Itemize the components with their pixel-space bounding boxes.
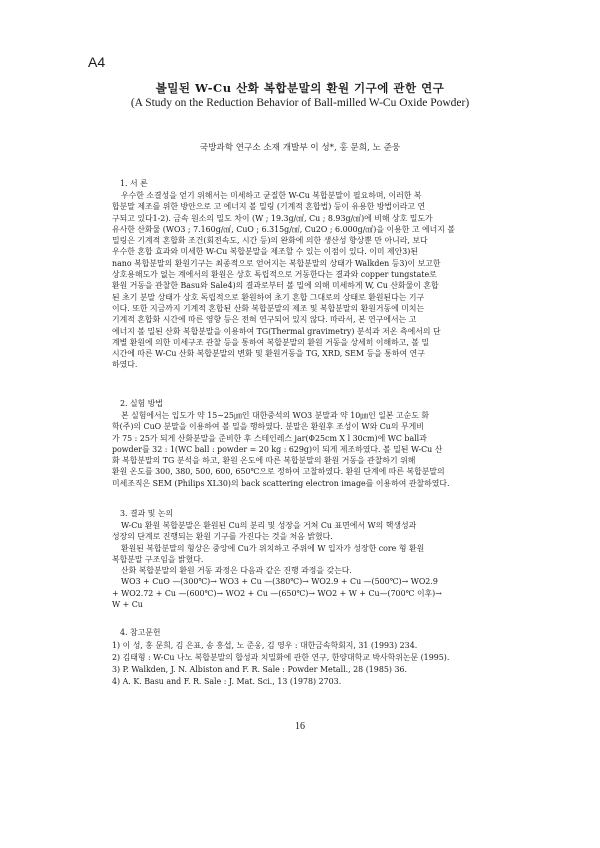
reference-item: 3) P. Walkden, J. N. Albiston and F. R. Sale : Powder Metall., 28 (1985) 36. bbox=[112, 665, 407, 674]
methods-body bbox=[112, 410, 512, 489]
text-line: W-Cu 환원 복합분말은 환원된 Cu의 분리 및 성장을 거쳐 Cu 표면에서 W의 핵생성과 bbox=[121, 521, 417, 530]
reference-item: 4) A. K. Basu and F. R. Sale : J. Mat. Sci., 13 (1978) 2703. bbox=[112, 677, 342, 686]
text-line: 유사한 산화물 (WO3 ; 7.160g/㎤, CuO ; 6.315g/㎤, Cu2O ; 6.000g/㎤)을 이용한 고 에너지 볼 bbox=[112, 224, 455, 234]
text-line: 산화 복합분말의 환원 거동 과정은 다음과 같은 진행 과정을 갖는다. bbox=[121, 566, 352, 576]
text-line: 가 75 : 25가 되게 산화분말을 준비한 후 스테인레스 jar(Φ25cm X l 30cm)에 WC ball과 bbox=[112, 433, 427, 443]
introduction-body bbox=[112, 190, 512, 371]
title-korean: 볼밀된 W-Cu 산화 복합분말의 환원 기구에 관한 연구 bbox=[155, 81, 445, 95]
reference-item: 2) 김태형 : W-Cu 나노 복합분말의 합성과 치밀화에 관한 연구, 한양대학교 박사학위논문 (1995). bbox=[112, 653, 450, 662]
section-heading-results: 3. 결과 및 논의 bbox=[120, 509, 174, 518]
text-line: 에너지 볼 밀된 산화 복합분말을 이용하여 TG(Thermal gravimetry) 분석과 저온 측에서의 단 bbox=[112, 326, 441, 336]
text-line: 하였다. bbox=[112, 360, 138, 370]
text-line: 된 초기 분말 상태가 상호 독립적으로 환원하여 초기 혼합 그대로의 상태로 환원된다는 기구 bbox=[112, 292, 425, 302]
text-line: 우수한 혼합 효과와 미세한 W-Cu 복합분말을 제조할 수 있는 이점이 있다. 이미 제안3)된 bbox=[112, 247, 418, 257]
text-line: 복합분말 구조임을 밝혔다. bbox=[112, 554, 204, 564]
text-line: 환원 온도를 300, 380, 500, 600, 650℃으로 정하여 고찰하였다. 환원 단계에 따른 복합분말의 bbox=[112, 467, 445, 477]
text-line: 밀링은 기계적 혼합화 조건(회전속도, 시간 등)의 완화에 의한 생산성 향상뿐 만 아니라, 보다 bbox=[112, 236, 428, 246]
text-line: 학(주)의 CuO 분말을 이용하여 볼 밀을 행하였다. 분말은 환원후 조성이 W와 Cu의 무게비 bbox=[112, 422, 424, 432]
text-line: nano 복합분말의 환원기구는 최종적으로 얻어지는 복합분말의 상태가 Walkden 등3)이 보고한 bbox=[112, 258, 441, 268]
text-line: 환원 거동을 관찰한 Basu와 Sale4)의 결과로부터 볼 밀에 의해 미세하게 W, Cu 산화물이 혼합 bbox=[112, 281, 439, 291]
page-number: 16 bbox=[295, 721, 305, 732]
text-line: 성장의 단계로 진행되는 환원 기구를 가진다는 것을 처음 밝혔다. bbox=[112, 532, 333, 542]
reference-list bbox=[112, 640, 512, 688]
text-line: 합분말 제조를 위한 방안으로 고 에너지 볼 밀링 (기계적 혼합법) 등이 유용한 방법이라고 연 bbox=[112, 202, 426, 212]
text-line: 상호용해도가 없는 계에서의 환원은 상호 독립적으로 거동한다는 결과와 copper tungstate로 bbox=[112, 270, 437, 280]
text-line: 우수한 소결성을 얻기 위해서는 미세하고 균질한 W-Cu 복합분말이 필요하며, 이러한 복 bbox=[121, 191, 422, 200]
text-line: 환원된 복합분말의 형상은 중앙에 Cu가 위치하고 주위에 W 입자가 성장한 core 형 환원 bbox=[121, 543, 425, 553]
section-heading-references: 4. 참고문헌 bbox=[120, 628, 161, 637]
author-line: 국방과학 연구소 소재 개발부 이 성*, 홍 문희, 노 준웅 bbox=[199, 143, 401, 153]
abstract-code: A4 bbox=[88, 54, 106, 70]
reaction-equation-line: + WO2.72 + Cu —(600℃)→ WO2 + Cu —(650℃)→ WO2 + W + Cu—(700℃ 이후)→ bbox=[112, 588, 442, 598]
text-line: 화 복합분말의 TG 분석을 하고, 환원 온도에 따른 복합분말의 환원 거동을 관찰하기 위해 bbox=[112, 456, 416, 466]
section-heading-introduction: 1. 서 론 bbox=[120, 179, 148, 188]
text-line: 구되고 있다1-2). 금속 원소의 밀도 차이 (W ; 19.3g/㎤, Cu ; 8.93g/㎤)에 비해 상호 밀도가 bbox=[112, 213, 433, 223]
text-line: 기계적 혼합화 시간에 따른 영향 등은 전혀 연구되어 있지 않다. 따라서, 본 연구에서는 고 bbox=[112, 315, 417, 325]
reaction-equation-line: WO3 + CuO —(300℃)→ WO3 + Cu —(380℃)→ WO2.9 + Cu —(500℃)→ WO2.9 bbox=[121, 577, 438, 587]
results-body bbox=[112, 520, 512, 610]
title-english: (A Study on the Reduction Behavior of Ball-milled W-Cu Oxide Powder) bbox=[130, 97, 470, 109]
text-line: powder를 32 : 1(WC ball : powder = 20 kg : 629g)이 되게 제조하였다. 볼 밀된 W-Cu 산 bbox=[112, 444, 443, 454]
text-line: 계별 환원에 의한 미세구조 관찰 등을 통하여 복합분말의 환원 거동을 상세히 이해하고, 볼 밀 bbox=[112, 337, 430, 347]
text-line: 이다. 또한 지금까지 기계적 혼합된 산화 복합분말의 제조 및 복합분말의 환원거동에 미치는 bbox=[112, 303, 425, 313]
section-heading-methods: 2. 실험 방법 bbox=[120, 399, 164, 408]
reference-item: 1) 이 성, 홍 문희, 김 은표, 송 흥섭, 노 준웅, 김 영우 : 대한금속학회지, 31 (1993) 234. bbox=[112, 641, 418, 650]
text-line: 본 실험에서는 입도가 약 15~25㎛인 대한중석의 WO3 분말과 약 10㎛인 일본 고순도 화 bbox=[121, 411, 430, 420]
text-line: 시간에 따른 W-Cu 산화 복합분말의 변화 및 환원거동을 TG, XRD, SEM 등을 통하여 연구 bbox=[112, 349, 425, 359]
text-line: 미세조직은 SEM (Philips XL30)의 back scattering electron image를 이용하여 관찰하였다. bbox=[112, 478, 450, 488]
reaction-equation-line: W + Cu bbox=[112, 600, 143, 610]
